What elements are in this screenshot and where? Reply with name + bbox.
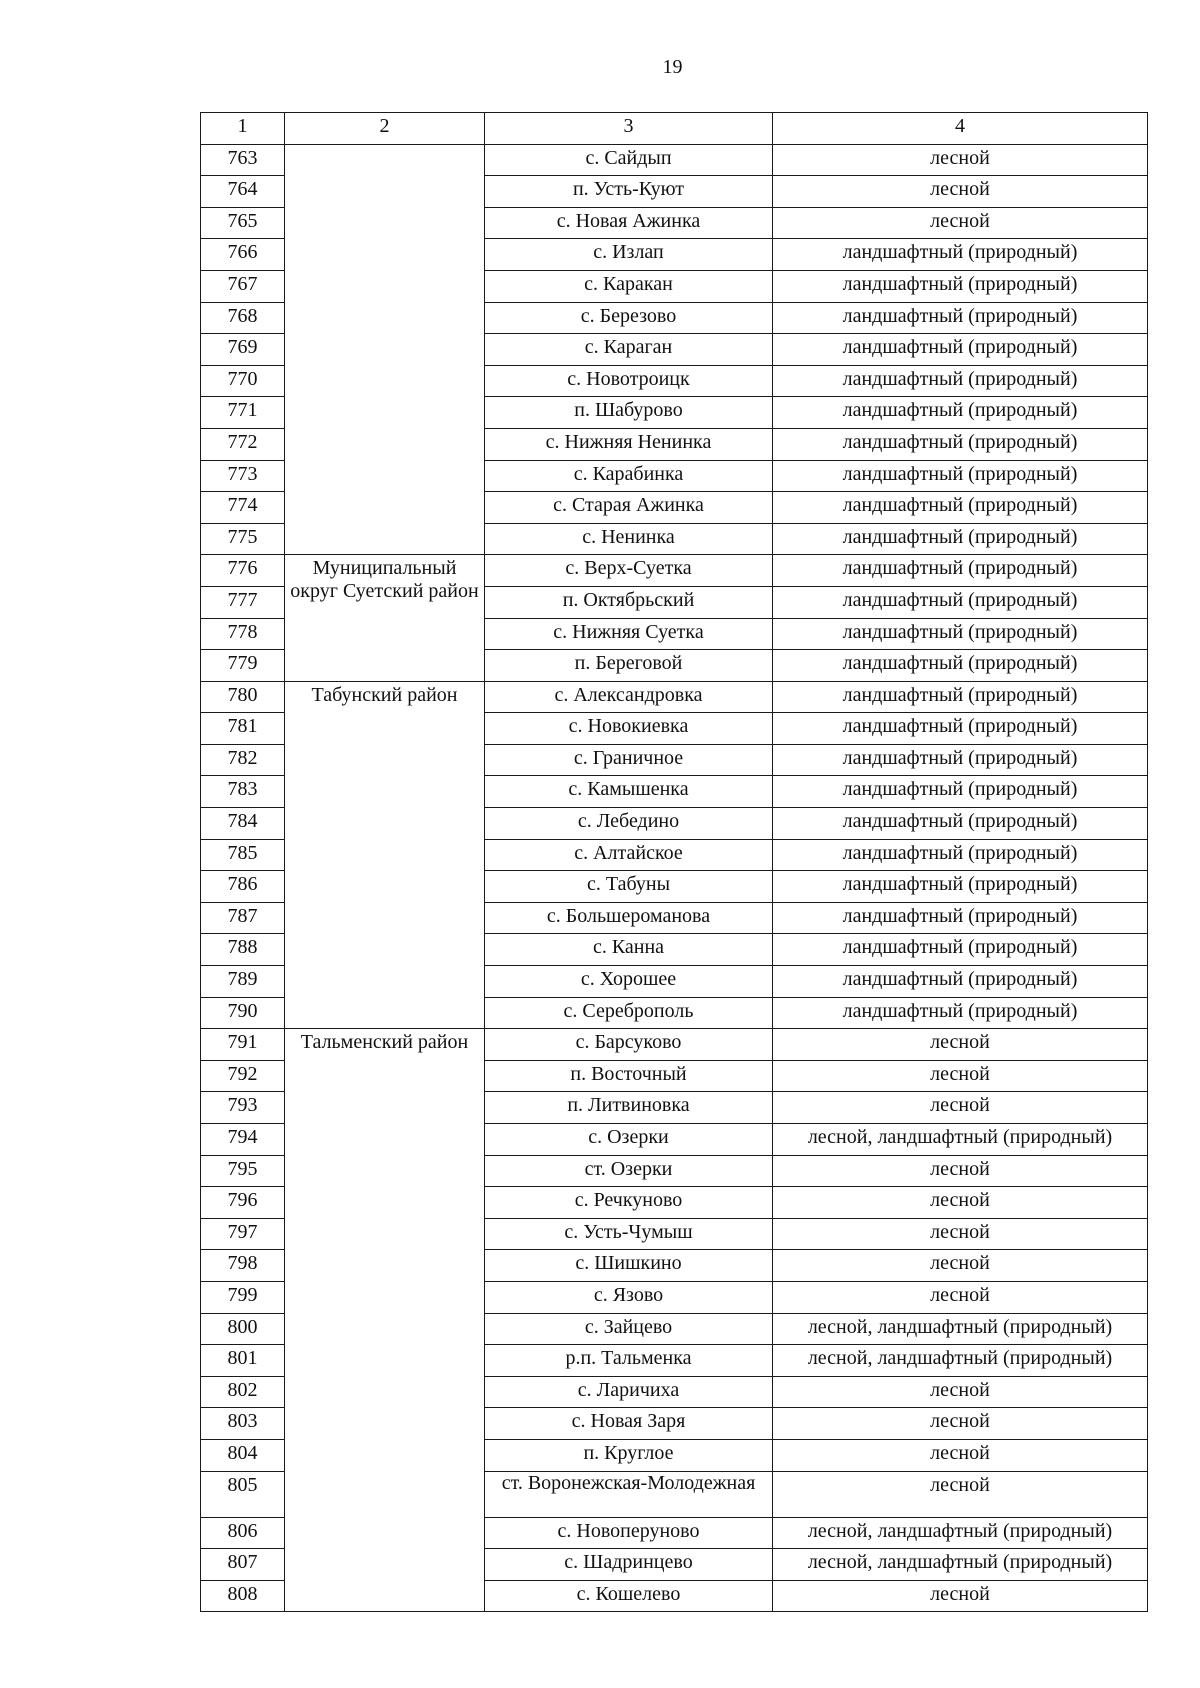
row-number-cell: 771 — [201, 397, 285, 429]
settlement-cell: с. Сайдып — [485, 144, 773, 176]
settlement-cell: с. Новотроицк — [485, 365, 773, 397]
row-number-cell: 788 — [201, 934, 285, 966]
row-number-cell: 783 — [201, 776, 285, 808]
row-number-cell: 800 — [201, 1313, 285, 1345]
settlement-cell: с. Сереброполь — [485, 997, 773, 1029]
settlement-cell: с. Нижняя Ненинка — [485, 428, 773, 460]
row-number-cell: 796 — [201, 1187, 285, 1219]
table-row — [201, 1029, 1148, 1061]
settlement-cell: с. Шадринцево — [485, 1549, 773, 1581]
type-cell: ландшафтный (природный) — [773, 808, 1148, 840]
type-cell: ландшафтный (природный) — [773, 460, 1148, 492]
settlement-cell: с. Нижняя Суетка — [485, 618, 773, 650]
row-number-cell: 769 — [201, 334, 285, 366]
settlement-cell: с. Караган — [485, 334, 773, 366]
type-cell: ландшафтный (природный) — [773, 523, 1148, 555]
type-cell: лесной — [773, 1092, 1148, 1124]
settlement-cell: с. Озерки — [485, 1124, 773, 1156]
row-number-cell: 779 — [201, 650, 285, 682]
type-cell: ландшафтный (природный) — [773, 997, 1148, 1029]
row-number-cell: 791 — [201, 1029, 285, 1061]
type-cell: лесной — [773, 1029, 1148, 1061]
settlement-cell: с. Барсуково — [485, 1029, 773, 1061]
settlement-cell: с. Новокиевка — [485, 713, 773, 745]
type-cell: ландшафтный (природный) — [773, 302, 1148, 334]
type-cell: ландшафтный (природный) — [773, 713, 1148, 745]
district-cell: Муниципальный округ Суетский район — [285, 555, 485, 681]
row-number-cell: 804 — [201, 1439, 285, 1471]
settlement-cell: с. Язово — [485, 1281, 773, 1313]
type-cell: ландшафтный (природный) — [773, 270, 1148, 302]
table-row — [201, 681, 1148, 713]
row-number-cell: 805 — [201, 1471, 285, 1517]
row-number-cell: 765 — [201, 207, 285, 239]
row-number-cell: 790 — [201, 997, 285, 1029]
type-cell: лесной — [773, 1439, 1148, 1471]
type-cell: лесной — [773, 1060, 1148, 1092]
settlement-cell: с. Ларичиха — [485, 1376, 773, 1408]
row-number-cell: 768 — [201, 302, 285, 334]
row-number-cell: 786 — [201, 871, 285, 903]
row-number-cell: 773 — [201, 460, 285, 492]
type-cell: лесной — [773, 207, 1148, 239]
row-number-cell: 763 — [201, 144, 285, 176]
type-cell: лесной, ландшафтный (природный) — [773, 1313, 1148, 1345]
type-cell: ландшафтный (природный) — [773, 239, 1148, 271]
row-number-cell: 798 — [201, 1250, 285, 1282]
row-number-cell: 778 — [201, 618, 285, 650]
row-number-cell: 792 — [201, 1060, 285, 1092]
settlement-cell: с. Табуны — [485, 871, 773, 903]
type-cell: ландшафтный (природный) — [773, 492, 1148, 524]
type-cell: ландшафтный (природный) — [773, 618, 1148, 650]
settlement-cell: р.п. Тальменка — [485, 1345, 773, 1377]
row-number-cell: 775 — [201, 523, 285, 555]
settlement-cell: п. Литвиновка — [485, 1092, 773, 1124]
type-cell: лесной, ландшафтный (природный) — [773, 1549, 1148, 1581]
settlement-cell: п. Шабурово — [485, 397, 773, 429]
settlement-cell: ст. Воронежская-Молодежная — [485, 1471, 773, 1517]
type-cell: лесной — [773, 1376, 1148, 1408]
settlement-cell: с. Хорошее — [485, 966, 773, 998]
type-cell: ландшафтный (природный) — [773, 397, 1148, 429]
type-cell: ландшафтный (природный) — [773, 586, 1148, 618]
settlement-cell: с. Новая Ажинка — [485, 207, 773, 239]
type-cell: ландшафтный (природный) — [773, 744, 1148, 776]
settlement-cell: с. Новая Заря — [485, 1408, 773, 1440]
row-number-cell: 787 — [201, 902, 285, 934]
row-number-cell: 764 — [201, 176, 285, 208]
table-row — [201, 555, 1148, 587]
settlement-cell: с. Каракан — [485, 270, 773, 302]
table-body — [201, 144, 1148, 1612]
type-cell: ландшафтный (природный) — [773, 839, 1148, 871]
column-header-4: 4 — [773, 113, 1148, 145]
row-number-cell: 808 — [201, 1580, 285, 1612]
settlement-cell: с. Большероманова — [485, 902, 773, 934]
row-number-cell: 785 — [201, 839, 285, 871]
type-cell: лесной — [773, 1218, 1148, 1250]
type-cell: ландшафтный (природный) — [773, 428, 1148, 460]
type-cell: лесной — [773, 144, 1148, 176]
row-number-cell: 781 — [201, 713, 285, 745]
column-header-2: 2 — [285, 113, 485, 145]
column-header-3: 3 — [485, 113, 773, 145]
settlement-cell: п. Октябрьский — [485, 586, 773, 618]
type-cell: лесной — [773, 176, 1148, 208]
row-number-cell: 772 — [201, 428, 285, 460]
type-cell: лесной — [773, 1250, 1148, 1282]
settlement-cell: с. Камышенка — [485, 776, 773, 808]
type-cell: лесной — [773, 1408, 1148, 1440]
type-cell: лесной — [773, 1580, 1148, 1612]
row-number-cell: 780 — [201, 681, 285, 713]
table-header-row — [201, 113, 1148, 145]
settlement-cell: с. Карабинка — [485, 460, 773, 492]
row-number-cell: 801 — [201, 1345, 285, 1377]
settlement-cell: с. Речкуново — [485, 1187, 773, 1219]
row-number-cell: 784 — [201, 808, 285, 840]
settlement-cell: с. Зайцево — [485, 1313, 773, 1345]
type-cell: ландшафтный (природный) — [773, 776, 1148, 808]
settlement-cell: с. Березово — [485, 302, 773, 334]
settlement-cell: п. Круглое — [485, 1439, 773, 1471]
type-cell: ландшафтный (природный) — [773, 365, 1148, 397]
row-number-cell: 807 — [201, 1549, 285, 1581]
row-number-cell: 767 — [201, 270, 285, 302]
type-cell: ландшафтный (природный) — [773, 902, 1148, 934]
settlement-cell: с. Лебедино — [485, 808, 773, 840]
settlement-cell: ст. Озерки — [485, 1155, 773, 1187]
row-number-cell: 782 — [201, 744, 285, 776]
type-cell: лесной — [773, 1155, 1148, 1187]
settlement-cell: с. Верх-Суетка — [485, 555, 773, 587]
settlement-cell: с. Ненинка — [485, 523, 773, 555]
row-number-cell: 776 — [201, 555, 285, 587]
settlements-table — [200, 112, 1148, 1612]
type-cell: лесной — [773, 1281, 1148, 1313]
settlement-cell: с. Кошелево — [485, 1580, 773, 1612]
type-cell: ландшафтный (природный) — [773, 966, 1148, 998]
row-number-cell: 797 — [201, 1218, 285, 1250]
settlement-cell: п. Восточный — [485, 1060, 773, 1092]
type-cell: ландшафтный (природный) — [773, 871, 1148, 903]
row-number-cell: 789 — [201, 966, 285, 998]
row-number-cell: 799 — [201, 1281, 285, 1313]
type-cell: лесной — [773, 1187, 1148, 1219]
type-cell: лесной, ландшафтный (природный) — [773, 1517, 1148, 1549]
row-number-cell: 803 — [201, 1408, 285, 1440]
column-header-1: 1 — [201, 113, 285, 145]
table-row — [201, 144, 1148, 176]
settlement-cell: с. Алтайское — [485, 839, 773, 871]
row-number-cell: 794 — [201, 1124, 285, 1156]
district-cell: Тальменский район — [285, 1029, 485, 1612]
type-cell: ландшафтный (природный) — [773, 681, 1148, 713]
row-number-cell: 777 — [201, 586, 285, 618]
type-cell: лесной, ландшафтный (природный) — [773, 1124, 1148, 1156]
type-cell: ландшафтный (природный) — [773, 650, 1148, 682]
row-number-cell: 774 — [201, 492, 285, 524]
district-cell: Табунский район — [285, 681, 485, 1029]
settlement-cell: с. Канна — [485, 934, 773, 966]
settlement-cell: с. Новоперуново — [485, 1517, 773, 1549]
type-cell: ландшафтный (природный) — [773, 555, 1148, 587]
row-number-cell: 802 — [201, 1376, 285, 1408]
type-cell: лесной — [773, 1471, 1148, 1517]
settlement-cell: с. Излап — [485, 239, 773, 271]
row-number-cell: 793 — [201, 1092, 285, 1124]
settlement-cell: п. Усть-Куют — [485, 176, 773, 208]
row-number-cell: 806 — [201, 1517, 285, 1549]
settlement-cell: с. Шишкино — [485, 1250, 773, 1282]
row-number-cell: 766 — [201, 239, 285, 271]
type-cell: ландшафтный (природный) — [773, 334, 1148, 366]
settlement-cell: с. Граничное — [485, 744, 773, 776]
row-number-cell: 770 — [201, 365, 285, 397]
settlement-cell: с. Александровка — [485, 681, 773, 713]
settlement-cell: с. Усть-Чумыш — [485, 1218, 773, 1250]
row-number-cell: 795 — [201, 1155, 285, 1187]
settlement-cell: п. Береговой — [485, 650, 773, 682]
settlement-cell: с. Старая Ажинка — [485, 492, 773, 524]
district-cell — [285, 144, 485, 555]
type-cell: ландшафтный (природный) — [773, 934, 1148, 966]
page-number: 19 — [662, 56, 683, 78]
type-cell: лесной, ландшафтный (природный) — [773, 1345, 1148, 1377]
